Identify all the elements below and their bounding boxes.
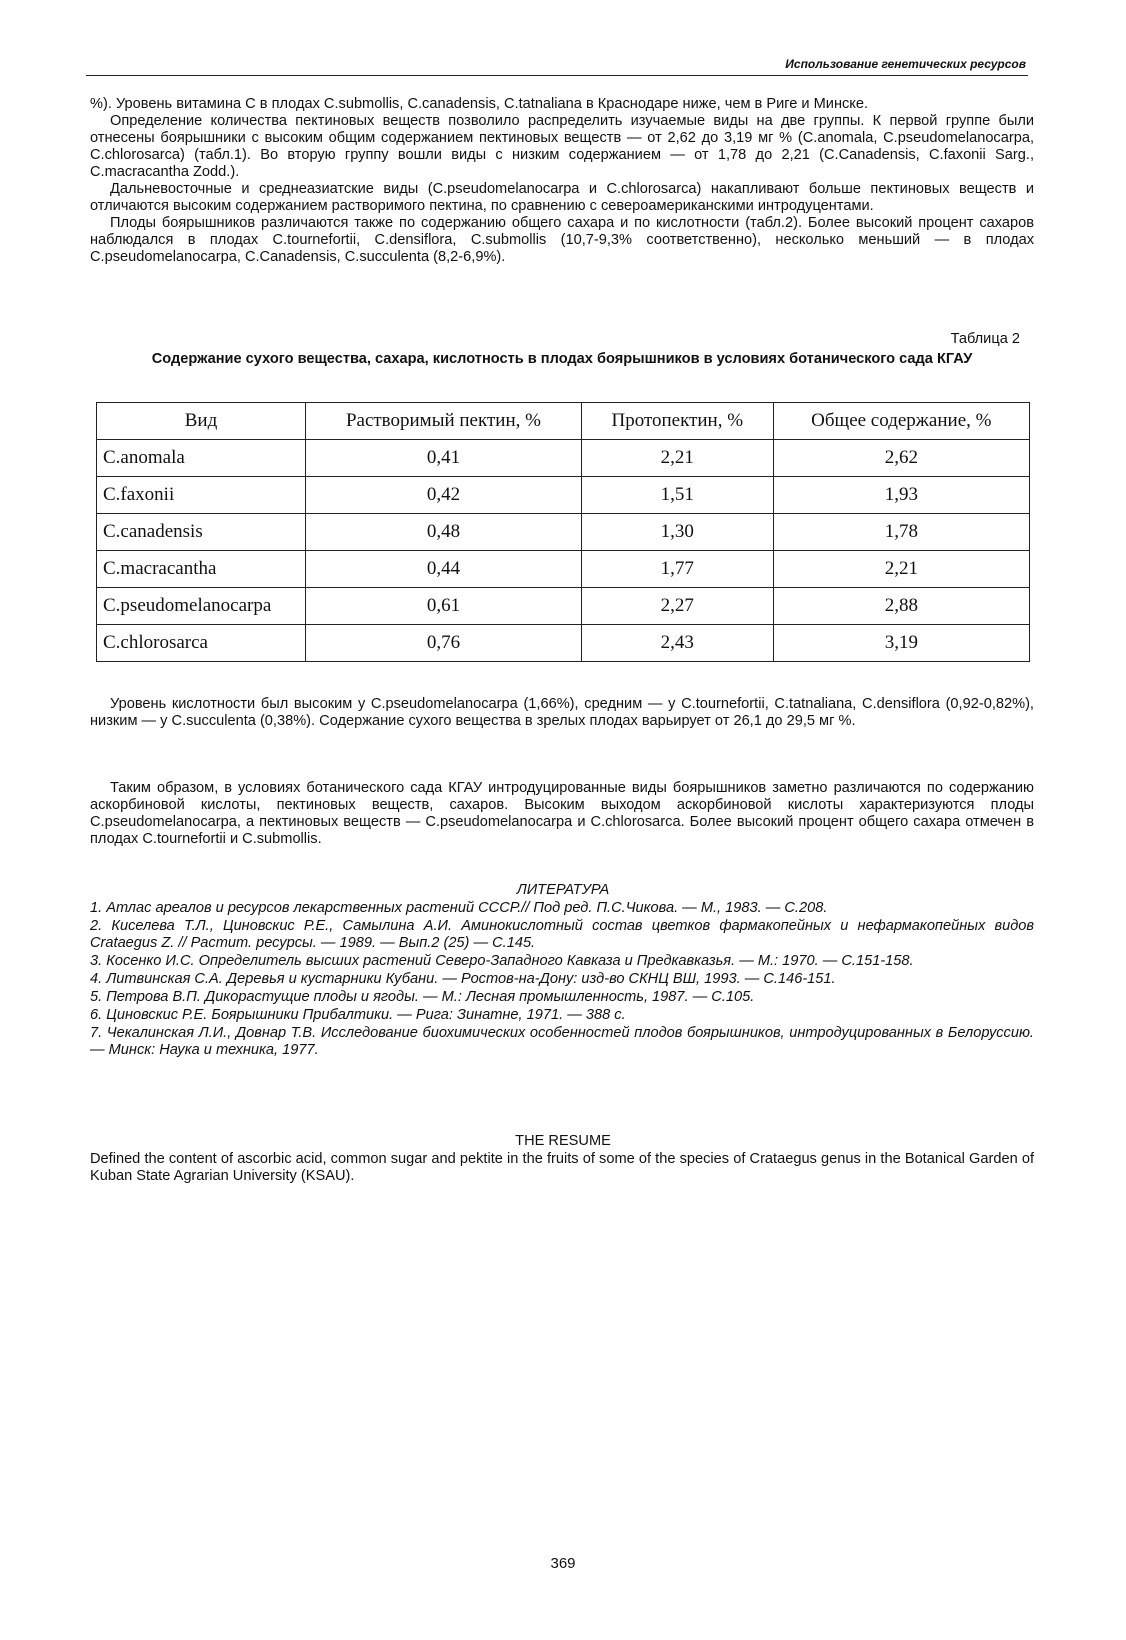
table-row (97, 625, 1030, 662)
reference-item: 3. Косенко И.С. Определитель высших растений Северо-Западного Кавказа и Предкавказья. — М.: 1970. — С.151-158. (90, 953, 914, 969)
table-cell: 0,41 (306, 440, 582, 477)
resume-heading: THE RESUME (515, 1133, 611, 1149)
table-cell: 2,62 (773, 440, 1029, 477)
table-cell: 2,21 (773, 551, 1029, 588)
table-cell: 1,30 (581, 514, 773, 551)
species-cell: C.macracantha (97, 551, 306, 588)
table-cell: 2,88 (773, 588, 1029, 625)
header-rule (86, 75, 1028, 76)
table-row (97, 551, 1030, 588)
paragraph: Плоды боярышников различаются также по содержанию общего сахара и по кислотности (табл.2). Более высокий процент сахаров наблюдался в плодах C.tournefortii, C.densiflora, C.submollis (10,7-9,3% соответственно), несколько меньший — в плодах C.pseudomelanocarpa, C.Canadensis, C.succulenta (8,2-6,9%). (90, 215, 1034, 265)
table-cell: 0,44 (306, 551, 582, 588)
table-cell: 1,51 (581, 477, 773, 514)
table-cell: 2,43 (581, 625, 773, 662)
reference-item: 4. Литвинская С.А. Деревья и кустарники Кубани. — Ростов-на-Дону: изд-во СКНЦ ВШ, 1993. — С.146-151. (90, 971, 836, 987)
reference-item: 7. Чекалинская Л.И., Довнар Т.В. Исследование биохимических особенностей плодов боярышников, интродуцированных в Белоруссию. — Минск: Наука и техника, 1977. (90, 1025, 1034, 1058)
species-cell: C.faxonii (97, 477, 306, 514)
paragraph: Defined the content of ascorbic acid, common sugar and pektite in the fruits of some of the species of Crataegus genus in the Botanical Garden of Kuban State Agrarian University (KSAU). (90, 1151, 1034, 1184)
table-cell: 1,93 (773, 477, 1029, 514)
table-label: Таблица 2 (950, 331, 1020, 347)
table-cell: 0,42 (306, 477, 582, 514)
paragraph: Уровень кислотности был высоким у C.pseudomelanocarpa (1,66%), средним — у C.tournefortii, C.tatnaliana, C.densiflora (0,92-0,82%), низким — у C.succulenta (0,38%). Содержание сухого вещества в зрелых плодах варьирует от 26,1 до 29,5 мг %. (90, 696, 1034, 729)
column-header: Протопектин, % (581, 403, 773, 440)
table-cell: 2,21 (581, 440, 773, 477)
reference-item: 6. Циновскис Р.Е. Боярышники Прибалтики. — Рига: Зинатне, 1971. — 388 с. (90, 1007, 626, 1023)
resume-text (90, 1151, 1034, 1185)
column-header: Общее содержание, % (773, 403, 1029, 440)
species-cell: C.chlorosarca (97, 625, 306, 662)
conclusion-text (90, 780, 1034, 848)
reference-item: 1. Атлас ареалов и ресурсов лекарственных растений СССР.// Под ред. П.С.Чикова. — М., 1983. — С.208. (90, 900, 828, 916)
species-cell: C.canadensis (97, 514, 306, 551)
reference-item: 2. Киселева Т.Л., Циновскис Р.Е., Самылина А.И. Аминокислотный состав цветков фармакопейных и нефармакопейных видов Crataegus Z. // Растит. ресурсы. — 1989. — Вып.2 (25) — С.145. (90, 918, 1034, 951)
table-cell: 1,78 (773, 514, 1029, 551)
species-cell: C.anomala (97, 440, 306, 477)
table-cell: 2,27 (581, 588, 773, 625)
table-header-row (97, 403, 1030, 440)
table-cell: 0,76 (306, 625, 582, 662)
paragraph: Дальневосточные и среднеазиатские виды (C.pseudomelanocarpa и C.chlorosarca) накапливают больше пектиновых веществ и отличаются высоким содержанием растворимого пектина, по сравнению с североамериканскими интродуцентами. (90, 181, 1034, 214)
column-header: Вид (97, 403, 306, 440)
intro-text (90, 96, 1034, 266)
paragraph: Определение количества пектиновых веществ позволило распределить изучаемые виды на две группы. К первой группе были отнесены боярышники с высоким общим содержанием пектиновых веществ — от 2,62 до 3,19 мг % (C.anomala, C.pseudomelanocarpa, C.chlorosarca) (табл.1). Во вторую группу вошли виды с низким содержанием — от 1,78 до 2,21 (C.Canadensis, C.faxonii Sarg., C.macracantha Zodd.). (90, 113, 1034, 180)
page-number: 369 (550, 1555, 576, 1572)
running-header: Использование генетических ресурсов (785, 57, 1026, 71)
table-cell: 0,48 (306, 514, 582, 551)
paragraph: Таким образом, в условиях ботанического сада КГАУ интродуцированные виды боярышников заметно различаются по содержанию аскорбиновой кислоты, пектиновых веществ, сахаров. Высоким выходом аскорбиновой кислоты характеризуются плоды C.pseudomelanocarpa, а пектиновых веществ — C.pseudomelanocarpa и C.chlorosarca. Более высокий процент общего сахара отмечен в плодах C.tournefortii и C.submollis. (90, 780, 1034, 847)
table-cell: 3,19 (773, 625, 1029, 662)
acidity-text (90, 696, 1034, 730)
table-row (97, 514, 1030, 551)
species-cell: C.pseudomelanocarpa (97, 588, 306, 625)
literature-heading: ЛИТЕРАТУРА (516, 882, 610, 898)
reference-list (90, 900, 1034, 1060)
reference-item: 5. Петрова В.П. Дикорастущие плоды и ягоды. — М.: Лесная промышленность, 1987. — С.105. (90, 989, 755, 1005)
table-row (97, 477, 1030, 514)
pectin-table (96, 402, 1030, 662)
table-cell: 1,77 (581, 551, 773, 588)
table-title: Содержание сухого вещества, сахара, кислотность в плодах боярышников в условиях ботанического сада КГАУ (151, 351, 973, 367)
column-header: Растворимый пектин, % (306, 403, 582, 440)
table-row (97, 588, 1030, 625)
table-cell: 0,61 (306, 588, 582, 625)
paragraph: %). Уровень витамина С в плодах C.submollis, C.canadensis, C.tatnaliana в Краснодаре ниже, чем в Риге и Минске. (90, 96, 869, 112)
table-row (97, 440, 1030, 477)
